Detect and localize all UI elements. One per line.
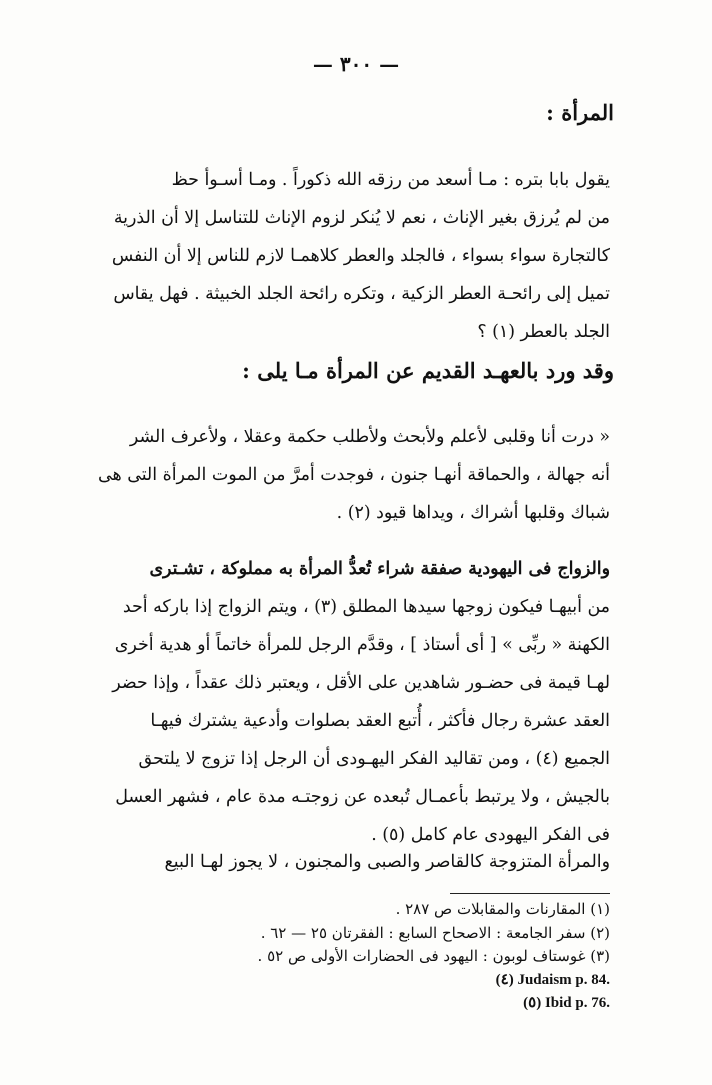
- paragraph-line: الجلد بالعطر (١) ؟: [477, 322, 610, 342]
- paragraph-line: « درت أنا وقلبى لأعلم ولأبحث ولأطلب حكمة وعقلا ، ولأعرف الشر: [129, 427, 610, 447]
- paragraph-line: بالجيش ، ولا يرتبط بأعمـال تُبعده عن زوجتـه مدة عام ، فشهر العسل: [115, 787, 610, 807]
- section-heading-woman: المرأة :: [546, 100, 614, 125]
- paragraph-1: [38, 161, 610, 351]
- paragraph-line: يقول بابا بتره : مـا أسعد من رزقه الله ذكوراً . ومـا أسـوأ حظ: [171, 170, 610, 190]
- paragraph-4: [38, 843, 610, 881]
- footnote: (٤) Judaism p. 84.: [495, 971, 610, 988]
- paragraph-line: من لم يُرزق بغير الإناث ، نعم لا يُنكر لزوم الإناث للتناسل إلا أن الذرية: [113, 208, 610, 228]
- footnote: (٢) سفر الجامعة : الاصحاح السابع : الفقرتان ٢٥ — ٦٢ .: [260, 923, 610, 942]
- paragraph-line: الكهنة « ربِّى » [ أى أستاذ ] ، وقدَّم الرجل للمرأة خاتماً أو هدية أخرى: [114, 635, 610, 655]
- footnote: (٣) غوستاف لوبون : اليهود فى الحضارات الأولى ص ٥٢ .: [257, 947, 610, 965]
- paragraph-line: الجميع (٤) ، ومن تقاليد الفكر اليهـودى أن الرجل إذا تزوج لا يلتحق: [138, 749, 610, 769]
- paragraph-line: من أبيهـا فيكون زوجها سيدها المطلق (٣) ، ويتم الزواج إذا باركه أحد: [122, 597, 610, 617]
- footnotes: [140, 898, 610, 1016]
- footnote: (١) المقارنات والمقابلات ص ٢٨٧ .: [395, 900, 610, 918]
- paragraph-line: أنه جهالة ، والحماقة أنهـا جنون ، فوجدت أمرَّ من الموت المرأة التى هى: [98, 465, 610, 485]
- page-number: — ٣٠٠ —: [312, 52, 400, 76]
- paragraph-3: [38, 550, 610, 854]
- paragraph-line: كالتجارة سواء بسواء ، فالجلد والعطر كلاهمـا لازم للناس إلا أن النفس: [111, 246, 610, 266]
- footnote-separator: [450, 893, 610, 894]
- paragraph-line: شباك وقلبها أشراك ، ويداها قيود (٢) .: [336, 503, 610, 523]
- paragraph-line: تميل إلى رائحـة العطر الزكية ، وتكره رائحة الجلد الخبيثة . فهل يقاس: [113, 284, 610, 304]
- paragraph-line: العقد عشرة رجال فأكثر ، أُتبع العقد بصلوات وأدعية يشترك فيهـا: [150, 711, 610, 731]
- section-heading-old-testament: وقد ورد بالعهـد القديم عن المرأة مـا يلى :: [242, 358, 614, 383]
- paragraph-line: لهـا قيمة فى حضـور شاهدين على الأقل ، ويعتبر ذلك عقداً ، وإذا حضر: [112, 673, 610, 693]
- paragraph-2: [38, 418, 610, 532]
- paragraph-line: فى الفكر اليهودى عام كامل (٥) .: [371, 825, 610, 845]
- paragraph-line: والزواج فى اليهودية صفقة شراء تُعدُّ المرأة به مملوكة ، تشـترى: [149, 559, 610, 579]
- footnote: (٥) Ibid p. 76.: [523, 995, 610, 1011]
- paragraph-line: والمرأة المتزوجة كالقاصر والصبى والمجنون ، لا يجوز لهـا البيع: [164, 852, 610, 872]
